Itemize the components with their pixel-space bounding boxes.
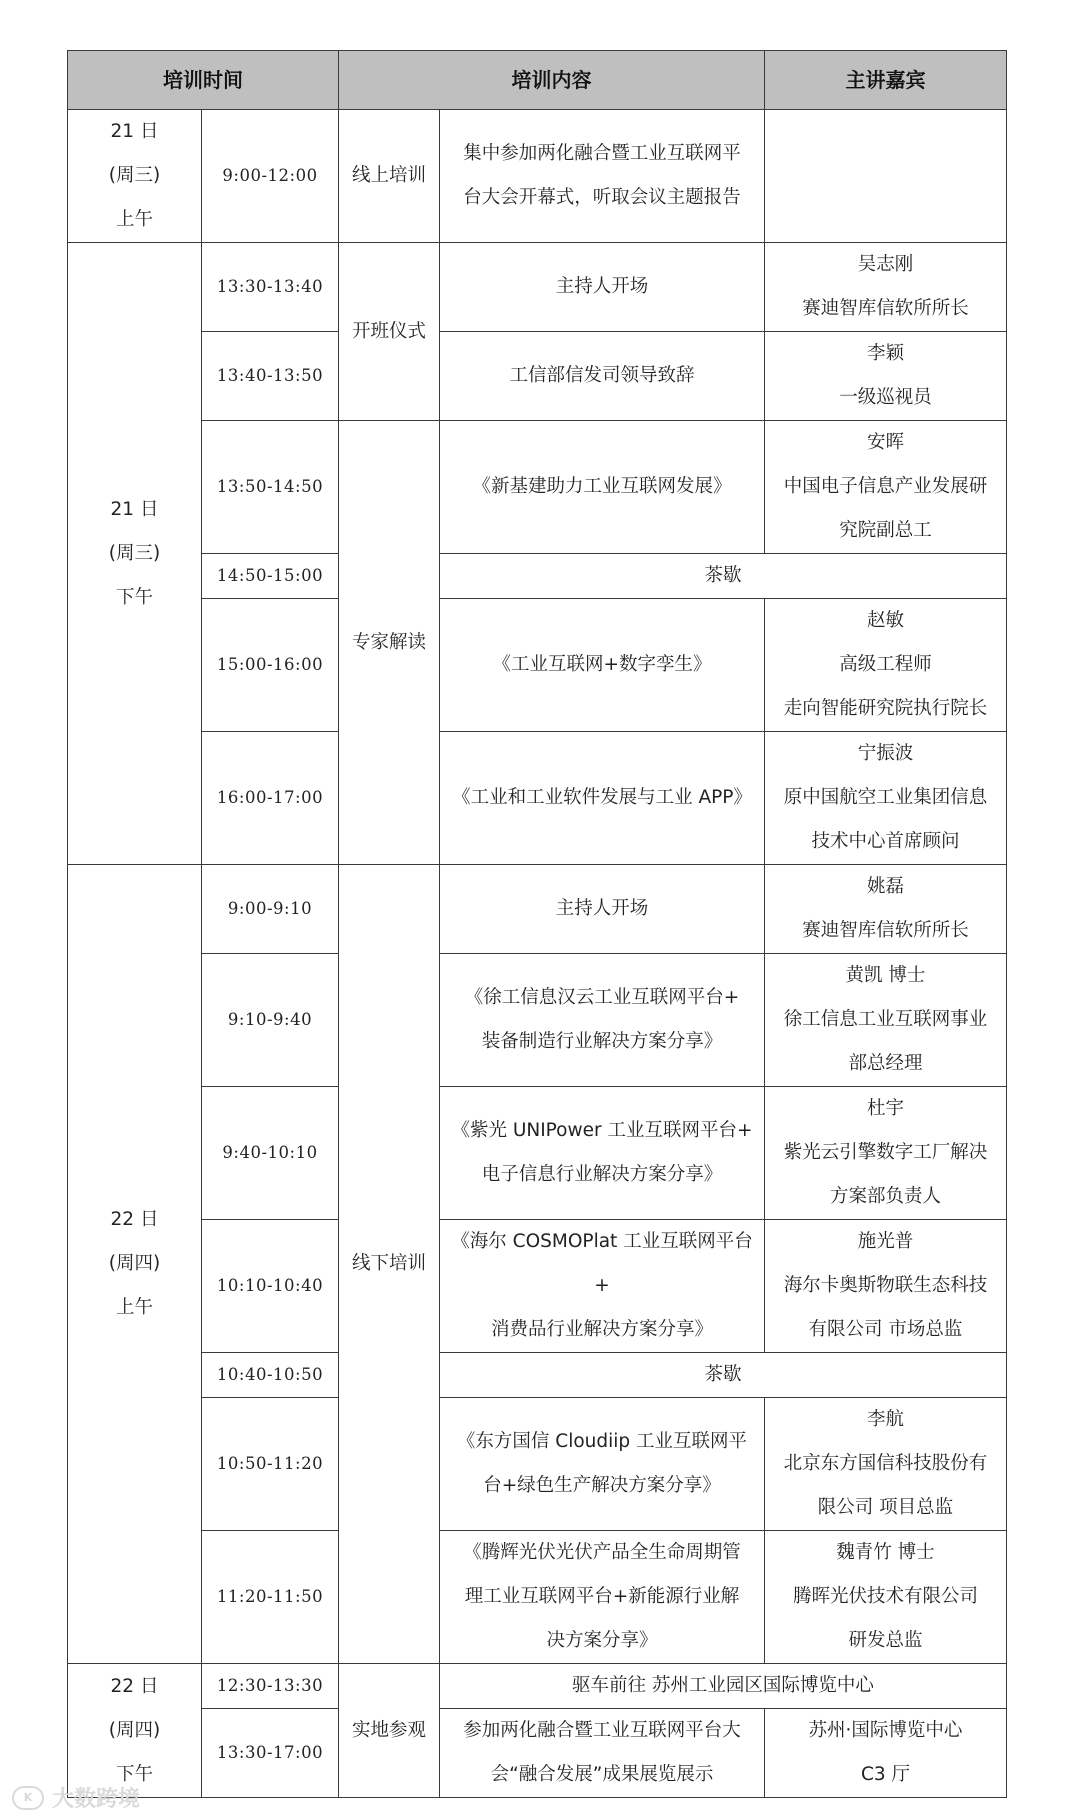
speaker-name: 杜宇 [866,1098,904,1119]
content-line: 集中参加两化融合暨工业互联网平 [463,143,741,164]
speaker-name: 赵敏 [866,610,904,631]
speaker-name: 吴志刚 [857,254,914,275]
table-row [68,332,1007,421]
header-content: 培训内容 [339,51,765,110]
content-cell: 《工业和工业软件发展与工业 APP》 [440,732,765,865]
speaker-title: 海尔卡奥斯物联生态科技 [783,1275,988,1296]
watermark [12,1782,140,1813]
speaker-cell [765,1087,1007,1220]
speaker-name: 李颖 [866,343,904,364]
time-cell: 10:40-10:50 [202,1353,339,1398]
category-cell: 线下培训 [339,865,440,1664]
watermark-logo-icon: K [12,1786,44,1810]
table-row [68,599,1007,732]
training-schedule-table [67,50,1007,1798]
header-speaker: 主讲嘉宾 [765,51,1007,110]
content-line: 台大会开幕式，听取会议主题报告 [463,187,741,208]
speaker-name: 黄凯 博士 [845,965,926,986]
time-cell: 13:30-13:40 [202,243,339,332]
watermark-text: 大数跨境 [52,1787,141,1812]
content-cell [440,1087,765,1220]
content-line: 台+绿色生产解决方案分享》 [483,1475,721,1496]
category-cell: 实地参观 [339,1664,440,1798]
content-cell: 主持人开场 [440,865,765,954]
time-cell: 9:00-12:00 [202,110,339,243]
content-line: 《紫光 UNIPower 工业互联网平台+ [451,1120,753,1141]
table-row [68,554,1007,599]
content-line: 理工业互联网平台+新能源行业解 [464,1586,740,1607]
time-cell: 10:10-10:40 [202,1220,339,1353]
content-line: 消费品行业解决方案分享》 [490,1319,713,1340]
speaker-name: 姚磊 [866,876,904,897]
content-line: 会“融合发展”成果展览展示 [490,1764,714,1785]
speaker-name: 魏青竹 博士 [836,1542,935,1563]
time-cell: 9:00-9:10 [202,865,339,954]
category-cell: 线上培训 [339,110,440,243]
date-period: 下午 [115,1763,153,1785]
time-cell: 13:50-14:50 [202,421,339,554]
content-line: 装备制造行业解决方案分享》 [481,1031,723,1052]
content-line: 决方案分享》 [546,1630,658,1651]
date-period: 上午 [115,209,153,230]
table-row [68,1087,1007,1220]
content-cell: 《新基建助力工业互联网发展》 [440,421,765,554]
header-row [68,51,1007,110]
speaker-title: 紫光云引擎数字工厂解决 [783,1142,988,1163]
date-weekday: (周三) [108,165,161,186]
speaker-title: 中国电子信息产业发展研 [783,476,988,497]
category-cell: 专家解读 [339,421,440,865]
date-period: 下午 [115,586,153,608]
speaker-title: 原中国航空工业集团信息 [783,787,988,808]
table-row [68,1664,1007,1709]
table-row [68,1220,1007,1353]
date-day: 22 日 [110,1675,159,1697]
speaker-title: 高级工程师 [839,654,932,675]
speaker-title: 北京东方国信科技股份有 [783,1453,988,1474]
table-row [68,421,1007,554]
time-cell: 9:10-9:40 [202,954,339,1087]
speaker-name: 安晖 [866,432,904,453]
speaker-title: 有限公司 市场总监 [808,1319,963,1340]
tea-break-cell: 茶歇 [440,554,1007,599]
time-cell: 16:00-17:00 [202,732,339,865]
speaker-title: 腾晖光伏技术有限公司 [792,1586,978,1607]
content-cell [440,954,765,1087]
speaker-title: 徐工信息工业互联网事业 [783,1009,988,1030]
category-cell: 开班仪式 [339,243,440,421]
date-cell [68,243,202,865]
speaker-cell [765,421,1007,554]
speaker-title: 赛迪智库信软所所长 [802,920,969,941]
content-cell [440,1709,765,1798]
speaker-cell [765,954,1007,1087]
table-row [68,732,1007,865]
speaker-cell [765,599,1007,732]
date-period: 上午 [115,1297,153,1318]
speaker-cell [765,1531,1007,1664]
time-cell: 9:40-10:10 [202,1087,339,1220]
table-row [68,1353,1007,1398]
speaker-title: 部总经理 [848,1053,923,1074]
date-weekday: (周四) [108,1253,161,1274]
date-weekday: (周三) [108,542,161,564]
time-cell: 14:50-15:00 [202,554,339,599]
table-row [68,110,1007,243]
content-cell [440,1220,765,1353]
time-cell: 13:40-13:50 [202,332,339,421]
speaker-cell [765,1220,1007,1353]
header-time: 培训时间 [68,51,339,110]
speaker-title: 限公司 项目总监 [817,1497,954,1518]
content-line: 电子信息行业解决方案分享》 [481,1164,723,1185]
content-cell: 主持人开场 [440,243,765,332]
table-row [68,1709,1007,1798]
speaker-title: C3 厅 [860,1764,911,1785]
tea-break-cell: 茶歇 [440,1353,1007,1398]
time-cell: 15:00-16:00 [202,599,339,732]
content-cell: 《工业互联网+数字孪生》 [440,599,765,732]
speaker-title: 研发总监 [848,1630,923,1651]
content-cell: 工信部信发司领导致辞 [440,332,765,421]
speaker-cell [765,1398,1007,1531]
content-line: 《腾辉光伏光伏产品全生命周期管 [463,1542,741,1563]
content-cell [440,1398,765,1531]
content-line: 《海尔 COSMOPlat 工业互联网平台+ [451,1231,753,1296]
date-day: 21 日 [110,121,159,142]
content-line: 参加两化融合暨工业互联网平台大 [463,1720,741,1741]
speaker-cell [765,865,1007,954]
speaker-cell [765,110,1007,243]
speaker-name: 宁振波 [857,743,914,764]
speaker-cell [765,332,1007,421]
table-row [68,1531,1007,1664]
time-cell: 11:20-11:50 [202,1531,339,1664]
content-cell: 驱车前往 苏州工业园区国际博览中心 [440,1664,1007,1709]
date-weekday: (周四) [108,1719,161,1741]
time-cell: 13:30-17:00 [202,1709,339,1798]
content-line: 《东方国信 Cloudiip 工业互联网平 [456,1431,748,1452]
time-cell: 10:50-11:20 [202,1398,339,1531]
date-cell [68,1664,202,1798]
date-day: 22 日 [110,1209,159,1230]
content-line: 《徐工信息汉云工业互联网平台+ [464,987,740,1008]
speaker-title: 走向智能研究院执行院长 [783,698,988,719]
speaker-title: 方案部负责人 [829,1186,941,1207]
date-cell [68,865,202,1664]
speaker-title: 技术中心首席顾问 [811,831,960,852]
speaker-cell [765,732,1007,865]
table-row [68,243,1007,332]
table-row [68,865,1007,954]
speaker-title: 一级巡视员 [839,387,932,408]
speaker-name: 李航 [866,1409,904,1430]
content-cell [440,1531,765,1664]
speaker-name: 苏州·国际博览中心 [808,1720,963,1741]
content-cell [440,110,765,243]
speaker-title: 赛迪智库信软所所长 [802,298,969,319]
speaker-title: 究院副总工 [839,520,932,541]
table-row [68,1398,1007,1531]
date-day: 21 日 [110,498,159,520]
date-cell [68,110,202,243]
table-row [68,954,1007,1087]
speaker-name: 施光普 [857,1231,914,1252]
time-cell: 12:30-13:30 [202,1664,339,1709]
speaker-cell [765,1709,1007,1798]
speaker-cell [765,243,1007,332]
